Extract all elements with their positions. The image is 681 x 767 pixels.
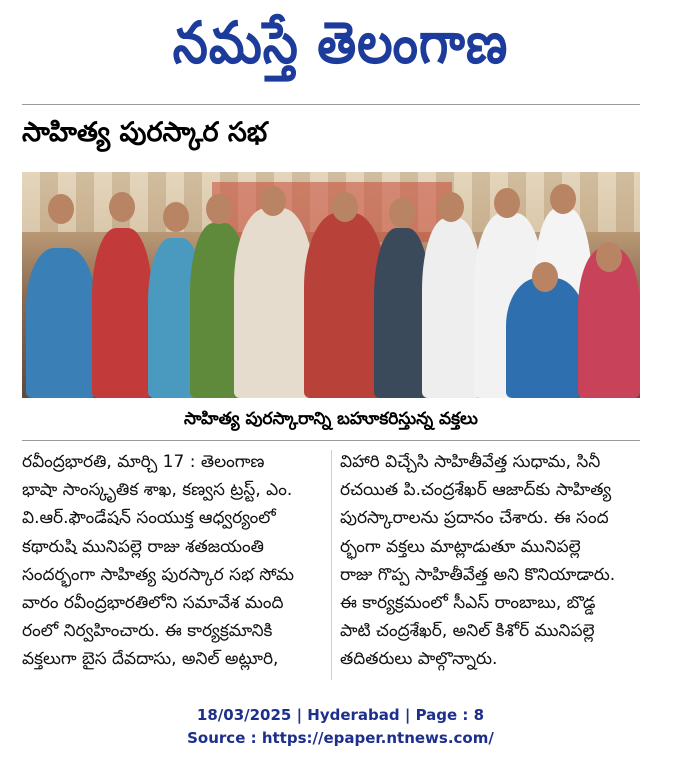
article-text-line: వారం రవీంద్రభారతిలోని సమావేశ మంది — [22, 593, 284, 614]
article-text-line: రాజు గొప్ప సాహితీవేత్త అని కొనియాడారు. — [340, 564, 616, 585]
article-text-line: పురస్కారాలను ప్రదానం చేశారు. ఈ సంద — [340, 508, 609, 529]
article-photo — [22, 172, 640, 398]
article-text-line: రవీంద్రభారతి, మార్చి 17 : తెలంగాణ — [22, 452, 265, 472]
newspaper-logo: నమస్తే తెలంగాణ — [172, 9, 509, 76]
article-text-line: రంలో నిర్వహించారు. ఈ కార్యక్రమానికి — [22, 621, 273, 642]
article-text-line: రచయిత పి.చంద్రశేఖర్ ఆజాద్‌కు సాహిత్య — [340, 480, 612, 501]
footer-dateline: 18/03/2025 | Hyderabad | Page : 8 — [196, 706, 485, 724]
article-text-line: వక్తలుగా బైస దేవదాసు, అనిల్ అట్లూరి, — [22, 649, 279, 670]
article-text-line: భాషా సాంస్కృతిక శాఖ, కణ్వస ట్రస్ట్, ఎం. — [22, 480, 293, 501]
article-column-left — [22, 448, 322, 688]
article-text-line: సందర్భంగా సాహిత్య పురస్కార సభ సోమ — [22, 564, 295, 585]
masthead — [0, 0, 681, 100]
article-text-line: వి.ఆర్.ఫౌండేషన్ సంయుక్త ఆధ్వర్యంలో — [22, 508, 276, 529]
article-text-line: ఈ కార్యక్రమంలో సీఎస్ రాంబాబు, బొడ్డ — [340, 593, 596, 614]
article-text-line: తదితరులు పాల్గొన్నారు. — [340, 649, 498, 670]
footer-source[interactable]: Source : https://epaper.ntnews.com/ — [187, 729, 494, 747]
article-text-line: కథారుషి మునిపల్లె రాజు శతజయంతి — [22, 536, 264, 557]
column-divider — [331, 450, 332, 680]
article-text-line: ర్భంగా వక్తలు మాట్లాడుతూ మునిపల్లె — [340, 536, 581, 557]
article-text-line: పాటి చంద్రశేఖర్, అనిల్ కిశోర్ మునిపల్లె — [340, 621, 595, 642]
article-headline: సాహిత్య పురస్కార సభ — [22, 117, 268, 148]
article-text-line: విహారి విచ్చేసి సాహితీవేత్త సుధామ, సినీ — [340, 452, 601, 472]
caption-divider — [22, 440, 640, 441]
top-divider — [22, 104, 640, 105]
article-column-right — [340, 448, 640, 688]
photo-caption: సాహిత్య పురస్కారాన్ని బహూకరిస్తున్న వక్తలు — [184, 409, 478, 429]
